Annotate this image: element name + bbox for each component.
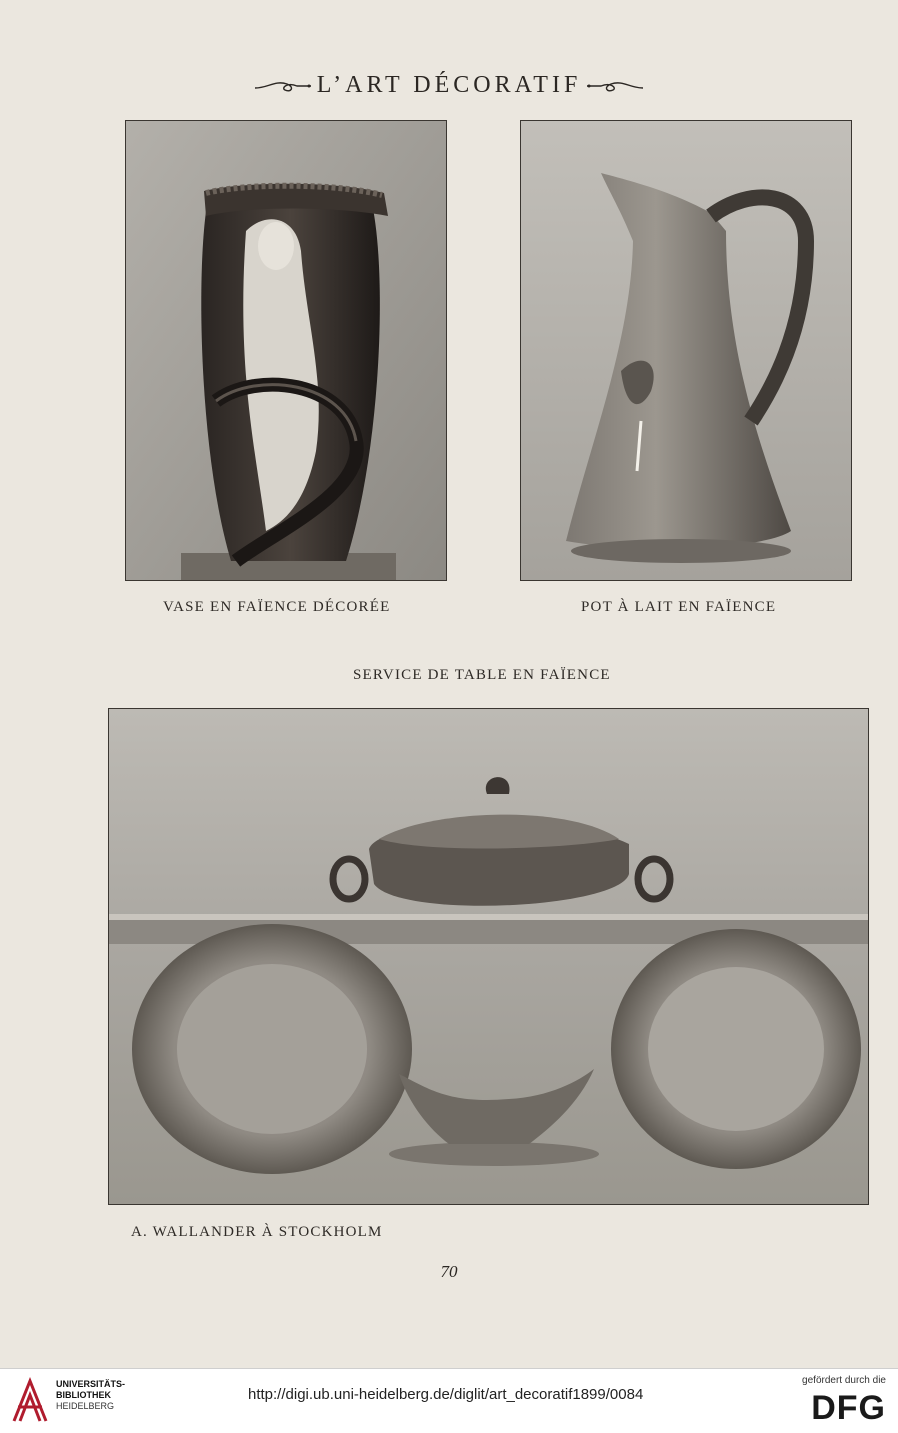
page-header (0, 72, 898, 112)
page-title: L’ART DÉCORATIF (316, 72, 582, 98)
library-name: UNIVERSITÄTS- BIBLIOTHEK HEIDELBERG (56, 1379, 126, 1411)
vase-photo (125, 120, 447, 581)
page-number: 70 (440, 1262, 458, 1281)
section-title: SERVICE DE TABLE EN FAÏENCE (353, 667, 611, 683)
pitcher-caption: POT À LAIT EN FAÏENCE (581, 599, 777, 615)
left-ornament-icon (253, 76, 313, 96)
dfg-funding-note: gefördert durch die (802, 1375, 886, 1386)
footer-bar (0, 1368, 898, 1433)
maker-caption: A. WALLANDER À STOCKHOLM (131, 1224, 383, 1240)
source-url-link[interactable]: http://digi.ub.uni-heidelberg.de/diglit/art_decoratif1899/0084 (248, 1386, 644, 1403)
library-emblem-icon (10, 1377, 50, 1425)
pitcher-photo (520, 120, 852, 581)
right-ornament-icon (585, 76, 645, 96)
dfg-logo[interactable]: DFG (811, 1389, 886, 1427)
table-service-photo (108, 708, 869, 1205)
vase-caption: VASE EN FAÏENCE DÉCORÉE (163, 599, 391, 615)
university-library-logo[interactable] (10, 1377, 140, 1427)
